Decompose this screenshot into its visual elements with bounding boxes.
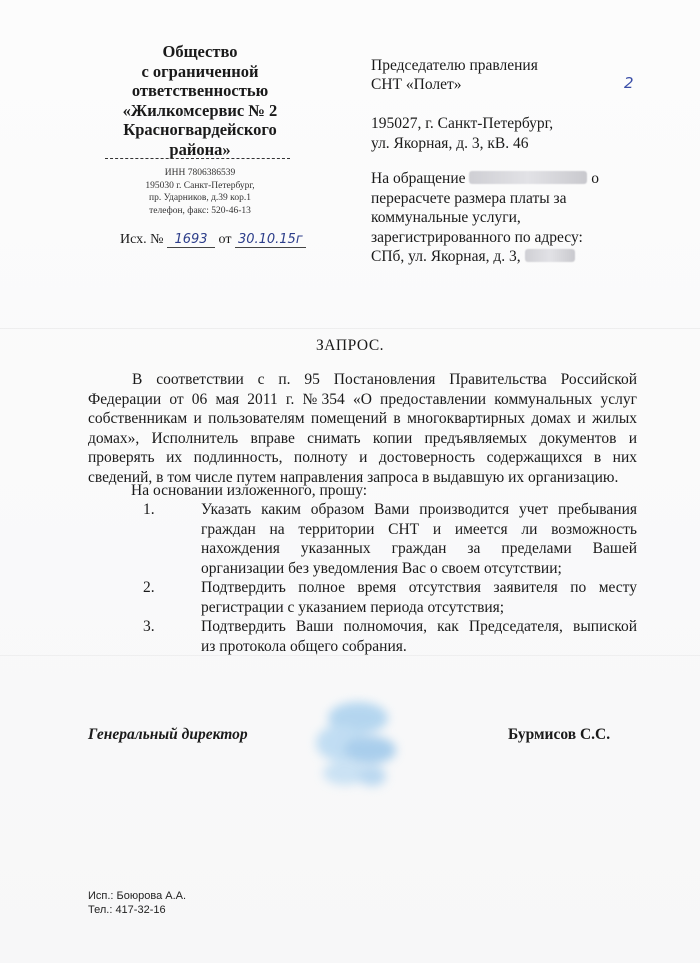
handwritten-mark: 2 (624, 74, 634, 92)
company-name (100, 42, 300, 159)
signatory-name: Бурмисов С.С. (508, 726, 611, 743)
outgoing-number: 1693 (167, 232, 215, 248)
appeal-reference (371, 169, 599, 267)
list-item-text: Указать каким образом Вами производится учет пребывания (201, 501, 637, 518)
appeal-line: На обращение о (371, 170, 599, 187)
list-item-text: нахождения указанных граждан за пределами Вашей (201, 540, 637, 557)
company-details (110, 167, 290, 217)
company-address: пр. Ударников, д.39 кор.1 (149, 193, 251, 203)
request-intro: На основании изложенного, прошу: (131, 482, 368, 499)
recipient-title: Председателю правления (371, 57, 538, 74)
outgoing-date: 30.10.15г (235, 232, 306, 248)
appeal-line: СПб, ул. Якорная, д. 3, (371, 247, 599, 267)
redacted-apartment (525, 249, 575, 262)
request-list (88, 500, 637, 656)
letterhead-divider (105, 158, 290, 159)
appeal-line: коммунальные услуги, (371, 209, 521, 226)
recipient (371, 56, 538, 94)
company-phone: телефон, факс: 520-46-13 (149, 205, 251, 216)
list-item-text: регистрации с указанием периода отсутствия; (201, 598, 505, 616)
company-line: ответственностью (131, 81, 269, 100)
paragraph-line: сведений, в том числе путем направления запроса в выдавшую их организацию. (88, 468, 619, 486)
paragraph-line: собственникам и пользователям помещений в многоквартирных домах и жилых (88, 410, 637, 427)
paragraph-line: В соответствии с п. 95 Постановления Правительства Российской (132, 371, 637, 388)
fold-line (0, 328, 700, 329)
company-line: «Жилкомсервис № 2 (122, 100, 278, 120)
company-line: с ограниченной (141, 61, 259, 81)
list-item-text: организации без уведомления Вас о своем отсутствии; (201, 559, 562, 577)
list-item-text: из протокола общего собрания. (201, 637, 407, 655)
address-line: 195027, г. Санкт-Петербург, (371, 115, 554, 132)
document-title: ЗАПРОС. (315, 337, 385, 354)
paragraph-line: домах», Исполнитель вправе снимать копии предъявляемых документов и (88, 429, 637, 447)
executor-phone: Тел.: 417-32-16 (88, 904, 166, 916)
appeal-line: зарегистрированного по адресу: (371, 228, 583, 246)
list-number: 1. (143, 501, 155, 518)
outgoing-label: Исх. № (120, 232, 164, 247)
outgoing-reference (120, 232, 306, 248)
signatory-role: Генеральный директор (88, 726, 248, 743)
paragraph-line: Федерации от 06 мая 2011 г. №354 «О предоставлении коммунальных услуг (88, 390, 637, 408)
list-item-text: граждан на территории СНТ и имеется ли возможность (201, 520, 637, 538)
recipient-address (371, 114, 553, 153)
company-line: района» (169, 139, 231, 159)
date-label: от (218, 232, 232, 247)
list-item (88, 578, 637, 617)
company-line: Красногвардейского (123, 120, 277, 139)
appeal-line: перерасчете размера платы за (371, 189, 567, 207)
company-line: Общество (162, 42, 238, 61)
body-paragraph (88, 370, 637, 487)
list-item-text: Подтвердить Ваши полномочия, как Председателя, выпиской (201, 618, 637, 635)
signature-image (300, 688, 410, 798)
executor-info (88, 889, 186, 917)
company-inn: ИНН 7806386539 (164, 168, 236, 178)
list-item-text: Подтвердить полное время отсутствия заявителя по месту (201, 579, 637, 596)
redacted-name (469, 171, 587, 184)
list-number: 3. (143, 618, 155, 635)
address-line: ул. Якорная, д. 3, кВ. 46 (371, 134, 529, 152)
executor-name: Исп.: Боюрова А.А. (88, 890, 187, 902)
company-address: 195030 г. Санкт-Петербург, (145, 180, 255, 191)
paragraph-line: проверять их подлинность, полноту и достоверность содержащихся в них (88, 449, 637, 466)
list-number: 2. (143, 579, 155, 596)
recipient-organization: СНТ «Полет» (371, 76, 462, 93)
list-item (88, 500, 637, 578)
list-item (88, 617, 637, 656)
